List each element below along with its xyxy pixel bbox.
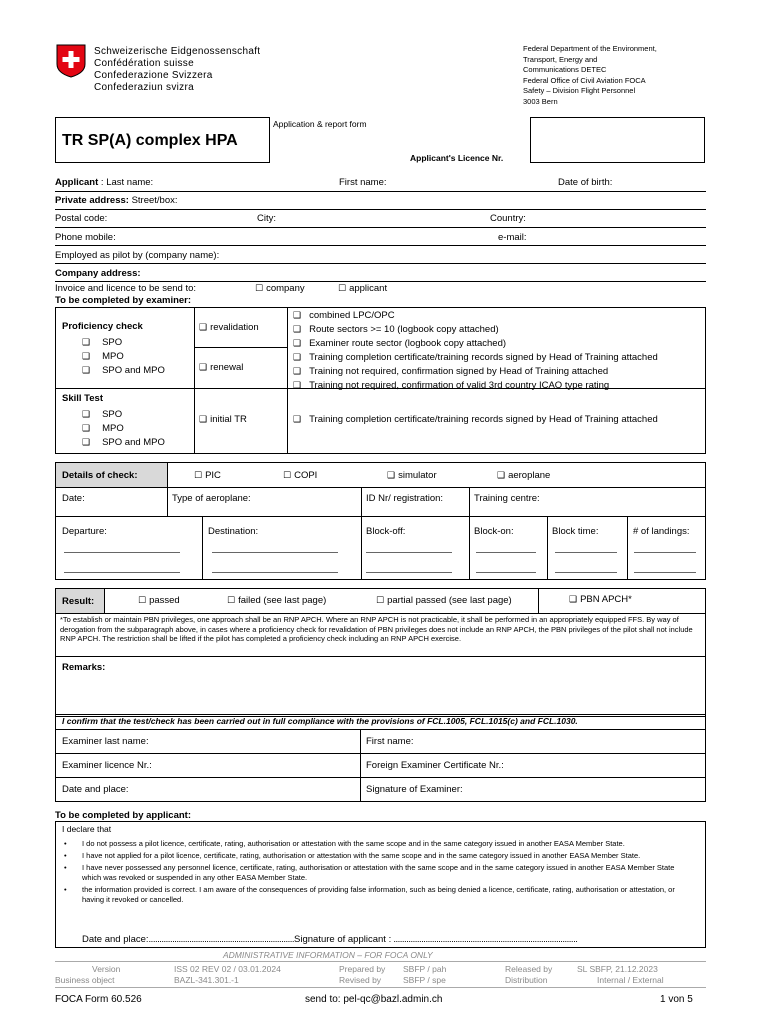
version-label: Version xyxy=(92,964,121,974)
block-on-label[interactable]: Block-on: xyxy=(474,526,514,537)
pic-label: PIC xyxy=(205,470,221,481)
checkbox-icon[interactable]: ❑ xyxy=(82,352,91,362)
business-object-value: BAZL-341.301.-1 xyxy=(174,975,239,985)
company-option-label: company xyxy=(266,283,305,294)
item-label: Examiner route sector (logbook copy attached) xyxy=(309,338,507,349)
checkbox-icon[interactable]: ❑ xyxy=(82,438,91,448)
applicant-section-heading: To be completed by applicant: xyxy=(55,810,192,821)
checkbox-icon[interactable]: ❑ xyxy=(569,595,578,605)
training-centre-label[interactable]: Training centre: xyxy=(474,493,540,504)
pbn-label: PBN APCH* xyxy=(580,594,632,605)
initial-item[interactable] xyxy=(293,414,658,425)
item-label: SPO xyxy=(102,337,123,348)
examiner-first-name-label[interactable]: First name: xyxy=(366,736,414,747)
divider xyxy=(538,588,539,613)
blank-line[interactable] xyxy=(212,552,338,553)
version-value: ISS 02 REV 02 / 03.01.2024 xyxy=(174,964,281,974)
divider xyxy=(55,753,706,754)
proficiency-spo-mpo[interactable] xyxy=(82,364,165,378)
city-label[interactable]: City: xyxy=(257,213,276,224)
renewal-item[interactable] xyxy=(293,379,658,393)
invoice-label: Invoice and licence to be send to: xyxy=(55,283,197,294)
declaration-item: • I have never possessed any personnel licence, certificate, rating, authorisation or attestation with the same scope and in the same category issued in another EASA Member State which was revoked or suspended in any other EASA Member State. xyxy=(60,863,690,883)
confed-line: Confédération suisse xyxy=(94,58,194,69)
divider xyxy=(55,209,706,210)
blank-line[interactable] xyxy=(555,572,617,573)
checkbox-icon[interactable]: ❑ xyxy=(497,471,506,481)
applicant-label: Applicant xyxy=(55,177,99,188)
renewal-item[interactable] xyxy=(293,351,658,365)
email-label[interactable]: e-mail: xyxy=(498,232,527,243)
blank-line[interactable] xyxy=(634,552,696,553)
skill-list xyxy=(82,408,165,450)
item-label: combined LPC/OPC xyxy=(309,310,395,321)
partial-option[interactable] xyxy=(376,595,512,606)
remarks-label[interactable]: Remarks: xyxy=(62,662,106,673)
divider xyxy=(55,987,706,988)
simulator-option[interactable] xyxy=(387,470,437,481)
applicant-option-label: applicant xyxy=(349,283,388,294)
blank-line[interactable] xyxy=(634,572,696,573)
date-label[interactable]: Date: xyxy=(62,493,85,504)
passed-label: passed xyxy=(149,595,180,606)
divider xyxy=(202,516,203,580)
checkbox-icon[interactable]: ☐ xyxy=(376,596,385,606)
item-label: Training not required, confirmation signed by Head of Training attached xyxy=(309,366,609,377)
blank-line[interactable] xyxy=(476,572,536,573)
checkbox-icon[interactable]: ❑ xyxy=(199,363,208,373)
divider xyxy=(194,347,288,348)
proficiency-list xyxy=(82,336,165,378)
proficiency-spo[interactable] xyxy=(82,336,165,350)
checkbox-icon[interactable]: ❑ xyxy=(82,338,91,348)
details-label: Details of check: xyxy=(62,470,138,481)
pbn-note: *To establish or maintain PBN privileges, one approach shall be an RNP APCH. Where an RNP APCH is not practicable, it shall be performed in an appropriately equipped FFS. By way of derogation from the subparagraph above, in cases where a proficiency check for revalidation of PBN privileges does not include an RNP APCH, the PBN privileges of the pilot shall not include RNP APCH. The restriction shall be lifted if the pilot has completed a proficiency check including an RNP APCH exercise. xyxy=(60,615,693,643)
item-label: SPO and MPO xyxy=(102,365,165,376)
proficiency-mpo[interactable] xyxy=(82,350,165,364)
blank-line[interactable] xyxy=(366,552,452,553)
checkbox-icon[interactable]: ☐ xyxy=(255,284,264,294)
divider xyxy=(55,281,706,282)
proficiency-title: Proficiency check xyxy=(62,321,143,332)
copi-label: COPI xyxy=(294,470,318,481)
department-address xyxy=(523,44,657,107)
company-option[interactable] xyxy=(255,283,305,294)
divider xyxy=(55,961,706,962)
pic-option[interactable] xyxy=(194,470,221,481)
checkbox-icon[interactable]: ☐ xyxy=(338,284,347,294)
checkbox-icon[interactable]: ❑ xyxy=(293,381,302,391)
blank-line[interactable] xyxy=(212,572,338,573)
blank-line[interactable] xyxy=(366,572,452,573)
examiner-confirmation: I confirm that the test/check has been carried out in full compliance with the provisions of FCL.1005, FCL.1015(c) and FCL.1030. xyxy=(62,716,578,726)
item-label: Route sectors >= 10 (logbook copy attached) xyxy=(309,324,499,335)
reval-item[interactable] xyxy=(293,337,658,351)
aeroplane-option[interactable] xyxy=(497,470,550,481)
result-label: Result: xyxy=(62,596,95,607)
blank-line[interactable] xyxy=(476,552,536,553)
divider xyxy=(194,307,195,454)
skill-test-title: Skill Test xyxy=(62,393,104,404)
divider xyxy=(287,307,288,454)
partial-label: partial passed (see last page) xyxy=(387,595,512,606)
revalidation-option[interactable] xyxy=(199,322,259,333)
prepared-value: SBFP / pah xyxy=(403,964,447,974)
applicant-option[interactable] xyxy=(338,283,387,294)
reval-item[interactable] xyxy=(293,309,658,323)
item-label: SPO and MPO xyxy=(102,437,165,448)
examiner-last-name-label[interactable]: Examiner last name: xyxy=(62,736,149,747)
skill-spo[interactable] xyxy=(82,408,165,422)
date-place-label: Date and place: xyxy=(82,934,149,945)
confed-line: Confederazione Svizzera xyxy=(94,70,213,81)
checkbox-icon[interactable]: ☐ xyxy=(194,471,203,481)
divider xyxy=(55,227,706,228)
block-off-label[interactable]: Block-off: xyxy=(366,526,406,537)
checkbox-icon[interactable]: ❑ xyxy=(293,415,302,425)
divider xyxy=(55,516,706,517)
destination-label[interactable]: Destination: xyxy=(208,526,259,537)
passed-option[interactable] xyxy=(138,595,180,606)
renewal-option[interactable] xyxy=(199,362,243,373)
aeroplane-type-label[interactable]: Type of aeroplane: xyxy=(172,493,251,504)
skill-mpo[interactable] xyxy=(82,422,165,436)
item-label: Training completion certificate/training records signed by Head of Training attached xyxy=(309,414,658,425)
divider xyxy=(469,487,470,580)
block-time-label[interactable]: Block time: xyxy=(552,526,599,537)
checkbox-icon[interactable]: ❑ xyxy=(293,311,302,321)
checkbox-icon[interactable]: ❑ xyxy=(293,339,302,349)
divider xyxy=(55,777,706,778)
divider xyxy=(55,263,706,264)
confed-line: Schweizerische Eidgenossenschaft xyxy=(94,46,261,57)
divider xyxy=(55,656,706,657)
prepared-label: Prepared by xyxy=(339,964,386,974)
examiner-section-heading: To be completed by examiner: xyxy=(55,295,192,306)
divider xyxy=(55,613,706,614)
examiner-date-place-label[interactable]: Date and place: xyxy=(62,784,129,795)
licence-label: Applicant's Licence Nr. xyxy=(410,153,504,163)
checkbox-icon[interactable]: ❑ xyxy=(387,471,396,481)
checkbox-icon[interactable]: ❑ xyxy=(82,366,91,376)
failed-label: failed (see last page) xyxy=(238,595,327,606)
registration-label[interactable]: ID Nr/ registration: xyxy=(366,493,444,504)
checkbox-icon[interactable]: ❑ xyxy=(82,410,91,420)
postal-code-label[interactable]: Postal code: xyxy=(55,213,108,224)
confederation-names xyxy=(94,46,260,94)
divider xyxy=(55,191,706,192)
aeroplane-label: aeroplane xyxy=(508,470,551,481)
blank-line[interactable] xyxy=(64,552,180,553)
divider xyxy=(167,487,168,516)
item-label: MPO xyxy=(102,351,124,362)
distribution-value: Internal / External xyxy=(597,975,664,985)
private-address-field[interactable] xyxy=(55,195,178,206)
simulator-label: simulator xyxy=(398,470,437,481)
form-title: TR SP(A) complex HPA xyxy=(62,132,238,149)
divider xyxy=(360,729,361,802)
revised-value: SBFP / spe xyxy=(403,975,446,985)
revised-label: Revised by xyxy=(339,975,382,985)
checkbox-icon[interactable]: ❑ xyxy=(293,353,302,363)
blank-line[interactable] xyxy=(64,572,180,573)
form-number: FOCA Form 60.526 xyxy=(55,994,142,1005)
dept-line: Communications DETEC xyxy=(523,65,607,74)
send-to: send to: pel-qc@bazl.admin.ch xyxy=(305,994,443,1005)
private-address-label: Private address: xyxy=(55,195,129,206)
skill-spo-mpo[interactable] xyxy=(82,436,165,450)
applicant-signature-label: Signature of applicant : xyxy=(294,934,392,945)
declaration-item: • I do not possess a pilot licence, certificate, rating, authorisation or attestation with the same scope and in the same category issued in another EASA Member State. xyxy=(60,839,690,849)
dept-line: Transport, Energy and xyxy=(523,54,598,64)
renewal-item[interactable] xyxy=(293,365,658,379)
checkbox-icon[interactable]: ☐ xyxy=(138,596,147,606)
reval-item[interactable] xyxy=(293,323,658,337)
confed-line: Confederaziun svizra xyxy=(94,82,194,93)
item-label: Training not required, confirmation of valid 3rd country ICAO type rating xyxy=(309,380,610,391)
dept-line: 3003 Bern xyxy=(523,96,558,106)
item-label: MPO xyxy=(102,423,124,434)
divider xyxy=(55,729,706,730)
blank-line[interactable] xyxy=(555,552,617,553)
business-object-label: Business object xyxy=(55,975,115,985)
initial-tr-label: initial TR xyxy=(210,414,247,425)
checkbox-icon[interactable]: ❑ xyxy=(82,424,91,434)
checkbox-icon[interactable]: ❑ xyxy=(199,415,208,425)
dept-line: Federal Department of the Environment, xyxy=(523,44,657,53)
declaration-intro: I declare that xyxy=(62,824,112,834)
declaration-list xyxy=(60,839,690,907)
renewal-label: renewal xyxy=(210,362,244,373)
checkbox-icon[interactable]: ❑ xyxy=(293,325,302,335)
licence-number-field[interactable] xyxy=(530,117,705,163)
divider xyxy=(167,462,168,487)
revalidation-items xyxy=(293,309,658,393)
form-subtitle: Application & report form xyxy=(273,119,367,129)
country-label[interactable]: Country: xyxy=(490,213,526,224)
initial-tr-option[interactable] xyxy=(199,414,247,425)
first-name-label[interactable]: First name: xyxy=(339,177,387,188)
divider xyxy=(55,487,706,488)
divider xyxy=(104,588,105,613)
phone-label[interactable]: Phone mobile: xyxy=(55,232,116,243)
landings-label[interactable]: # of landings: xyxy=(633,526,690,537)
departure-label[interactable]: Departure: xyxy=(62,526,107,537)
page-number: 1 von 5 xyxy=(660,994,693,1005)
employer-label[interactable]: Employed as pilot by (company name): xyxy=(55,250,220,261)
examiner-licence-label[interactable]: Examiner licence Nr.: xyxy=(62,760,152,771)
released-value: SL SBFP, 21.12.2023 xyxy=(577,964,658,974)
dept-line: Federal Office of Civil Aviation FOCA xyxy=(523,75,646,85)
checkbox-icon[interactable]: ❑ xyxy=(199,323,208,333)
applicant-last-name[interactable] xyxy=(55,177,153,188)
item-label: Training completion certificate/training records signed by Head of Training attached xyxy=(309,352,658,363)
divider xyxy=(547,516,548,580)
released-label: Released by xyxy=(505,964,553,974)
revalidation-label: revalidation xyxy=(210,322,259,333)
result-table xyxy=(55,588,706,717)
divider xyxy=(55,245,706,246)
checkbox-icon[interactable]: ❑ xyxy=(293,367,302,377)
dept-line: Safety – Division Flight Personnel xyxy=(523,86,636,95)
swiss-flag-icon xyxy=(56,44,86,78)
divider xyxy=(627,516,628,580)
item-label: SPO xyxy=(102,409,123,420)
declaration-item: • the information provided is correct. I am aware of the consequences of providing false information, such as being denied a licence, certificate, rating, authorisation or attestation, or having it revoked or cancelled. xyxy=(60,885,690,905)
dob-label[interactable]: Date of birth: xyxy=(558,177,613,188)
company-address-label[interactable]: Company address: xyxy=(55,268,141,279)
pbn-option[interactable] xyxy=(569,594,632,605)
street-label: Street/box: xyxy=(128,195,178,206)
admin-heading: ADMINISTRATIVE INFORMATION – FOR FOCA ONLY xyxy=(223,950,433,960)
foreign-cert-label[interactable]: Foreign Examiner Certificate Nr.: xyxy=(366,760,504,771)
checkbox-icon[interactable]: ☐ xyxy=(227,596,236,606)
examiner-signature-label[interactable]: Signature of Examiner: xyxy=(366,784,463,795)
copi-option[interactable] xyxy=(283,470,317,481)
divider xyxy=(361,487,362,580)
failed-option[interactable] xyxy=(227,595,326,606)
distribution-label: Distribution xyxy=(505,975,548,985)
applicant-date-place[interactable]: Date and place:....................................................................Signature of applicant : ...................................................................................... xyxy=(82,934,578,945)
last-name-label: : Last name: xyxy=(100,177,154,188)
declaration-item: • I have not applied for a pilot licence, certificate, rating, authorisation or attestation with the same scope and in the same category issued in another EASA Member State. xyxy=(60,851,690,861)
checkbox-icon[interactable]: ☐ xyxy=(283,471,292,481)
